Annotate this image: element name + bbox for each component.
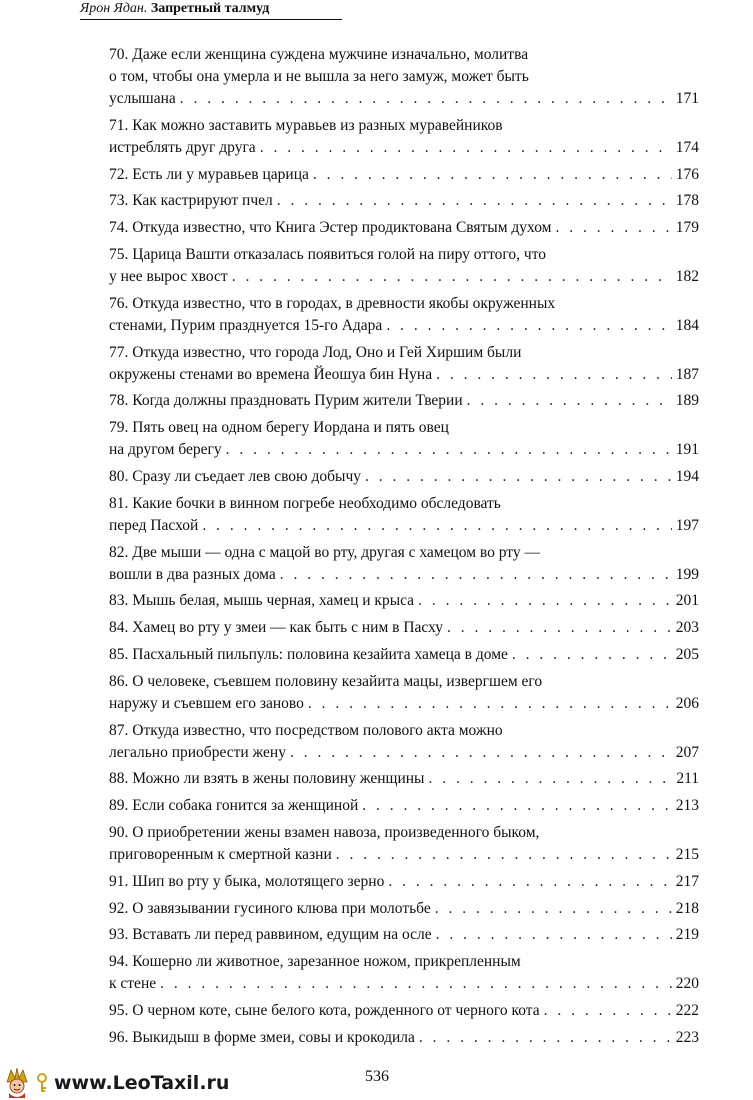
toc-entry[interactable] (109, 115, 699, 159)
toc-entry-line (109, 768, 699, 790)
dot-leader (419, 1027, 672, 1049)
toc-page-number: 174 (675, 138, 699, 156)
toc-entry-line (109, 244, 699, 266)
toc-entry-line (109, 742, 699, 764)
toc-entry-title: 74. Откуда известно, что Книга Эстер продиктована Святым духом (109, 219, 552, 237)
header-title: Запретный талмуд (150, 1, 270, 16)
dot-leader (308, 693, 672, 715)
toc-entry-title: 79. Пять овец на одном берегу Иордана и пять овец (109, 419, 449, 437)
toc-entry[interactable] (109, 898, 699, 920)
toc-page-number: 215 (675, 845, 699, 863)
dot-leader (544, 1000, 672, 1022)
toc-entry[interactable] (109, 822, 699, 866)
toc-entry-line (109, 822, 699, 844)
toc-entry[interactable] (109, 342, 699, 386)
toc-entry[interactable] (109, 1027, 699, 1049)
key-icon (34, 1073, 50, 1093)
toc-entry-title: легально приобрести жену (109, 743, 286, 761)
toc-entry-line (109, 164, 699, 186)
toc-entry[interactable] (109, 1000, 699, 1022)
toc-entry-title: 71. Как можно заставить муравьев из разных муравейников (109, 116, 503, 134)
toc-entry[interactable] (109, 44, 699, 110)
toc-entry-line (109, 266, 699, 288)
toc-entry-title: 82. Две мыши — одна с мацой во рту, другая с хамецом во рту — (109, 543, 541, 561)
toc-entry-title: 96. Выкидыш в форме змеи, совы и крокодила (109, 1028, 415, 1046)
toc-entry-title: 86. О человеке, съевшем половину кезайита мацы, извергшем его (109, 672, 543, 690)
dot-leader (226, 439, 672, 461)
toc-page-number: 171 (675, 90, 699, 107)
toc-page-number: 213 (675, 797, 699, 815)
toc-entry-title: 81. Какие бочки в винном погребе необходимо обследовать (109, 494, 501, 512)
toc-entry-line (109, 44, 699, 66)
toc-entry-line (109, 693, 699, 715)
toc-page-number: 207 (675, 743, 699, 761)
toc-entry[interactable] (109, 417, 699, 461)
running-header (80, 0, 340, 18)
toc-entry-title: 84. Хамец во рту у змеи — как быть с ним в Пасху (109, 619, 443, 637)
toc-entry[interactable] (109, 466, 699, 488)
dot-leader (260, 137, 672, 159)
toc-page-number: 179 (675, 219, 699, 237)
toc-entry-title: 80. Сразу ли съедает лев свою добычу (109, 467, 361, 485)
toc-entry-title: 77. Откуда известно, что города Лод, Оно и Гей Хиршим были (109, 343, 522, 361)
toc-entry-line (109, 671, 699, 693)
toc-entry-title: окружены стенами во времена Йеошуа бин Нуна (109, 365, 433, 383)
table-of-contents (109, 44, 699, 1054)
dot-leader (280, 564, 672, 586)
toc-entry-line (109, 871, 699, 893)
toc-page-number: 211 (676, 770, 699, 788)
dot-leader (512, 644, 672, 666)
toc-page-number: 189 (675, 392, 699, 410)
dot-leader (362, 795, 672, 817)
toc-entry-line (109, 644, 699, 666)
toc-entry-title: наружу и съевшем его заново (109, 694, 304, 712)
toc-page-number: 199 (675, 565, 699, 583)
toc-entry[interactable] (109, 217, 699, 239)
toc-entry-title: перед Пасхой (109, 516, 199, 534)
dot-leader (313, 164, 672, 186)
toc-entry-title: 94. Кошерно ли животное, зарезанное ножом, прикрепленным (109, 953, 521, 971)
toc-page-number: 219 (675, 926, 699, 944)
toc-entry-title: 88. Можно ли взять в жены половину женщины (109, 770, 425, 788)
toc-entry-line (109, 315, 699, 337)
toc-page-number: 191 (675, 441, 699, 459)
dot-leader (160, 973, 672, 995)
toc-entry[interactable] (109, 768, 699, 790)
dot-leader (418, 590, 672, 612)
toc-page-number: 223 (675, 1028, 699, 1046)
toc-entry-title: 76. Откуда известно, что в городах, в древности якобы окруженных (109, 294, 556, 312)
toc-entry-title: приговоренным к смертной казни (109, 845, 332, 863)
toc-entry-title: к стене (109, 975, 157, 993)
toc-entry-line (109, 190, 699, 212)
toc-page-number: 178 (675, 192, 699, 210)
toc-page-number: 176 (675, 165, 699, 183)
toc-entry-title: 87. Откуда известно, что посредством полового акта можно (109, 721, 503, 739)
toc-entry-line (109, 137, 699, 159)
jester-icon (4, 1068, 30, 1098)
toc-entry-title: вошли в два разных дома (109, 565, 276, 583)
toc-entry[interactable] (109, 390, 699, 412)
toc-entry[interactable] (109, 164, 699, 186)
toc-entry-line (109, 542, 699, 564)
dot-leader (290, 742, 672, 764)
toc-entry[interactable] (109, 293, 699, 337)
toc-entry-title: у нее вырос хвост (109, 267, 228, 285)
toc-entry[interactable] (109, 617, 699, 639)
toc-entry-title: на другом берегу (109, 441, 222, 459)
toc-entry-line (109, 364, 699, 386)
toc-entry[interactable] (109, 951, 699, 995)
toc-entry-title: 78. Когда должны праздновать Пурим жители Тверии (109, 392, 463, 410)
header-author: Ярон Ядан. (80, 1, 148, 16)
toc-page-number: 217 (675, 872, 699, 890)
watermark[interactable] (4, 1068, 229, 1098)
toc-entry-line (109, 564, 699, 586)
toc-entry-title: 93. Вставать ли перед раввином, едущим на осле (109, 926, 432, 944)
toc-entry-line (109, 720, 699, 742)
toc-entry[interactable] (109, 720, 699, 764)
toc-entry[interactable] (109, 671, 699, 715)
toc-entry-line (109, 88, 699, 110)
toc-entry-line (109, 417, 699, 439)
toc-entry-line (109, 617, 699, 639)
toc-entry[interactable] (109, 542, 699, 586)
toc-entry-title: 70. Даже если женщина суждена мужчине изначально, молитва (109, 46, 529, 63)
dot-leader (232, 266, 672, 288)
header-rule (80, 19, 342, 20)
toc-entry-line (109, 115, 699, 137)
toc-page-number: 194 (675, 467, 699, 485)
toc-entry-line (109, 795, 699, 817)
dot-leader (428, 768, 672, 790)
toc-entry-line (109, 293, 699, 315)
toc-page-number: 220 (675, 975, 699, 993)
dot-leader (435, 898, 672, 920)
toc-entry-line (109, 493, 699, 515)
dot-leader (277, 190, 672, 212)
page-number: 536 (365, 1068, 389, 1085)
toc-entry-line (109, 951, 699, 973)
dot-leader (447, 617, 672, 639)
dot-leader (388, 871, 671, 893)
toc-entry-line (109, 1000, 699, 1022)
toc-entry-title: 73. Как кастрируют пчел (109, 192, 273, 210)
toc-entry[interactable] (109, 795, 699, 817)
toc-entry-title: о том, чтобы она умерла и не вышла за него замуж, может быть (109, 68, 529, 85)
toc-entry-line (109, 217, 699, 239)
watermark-text: www.LeoTaxil.ru (54, 1072, 230, 1094)
dot-leader (336, 844, 672, 866)
toc-entry-line (109, 515, 699, 537)
toc-entry-title: 90. О приобретении жены взамен навоза, произведенного быком, (109, 823, 540, 841)
dot-leader (467, 390, 672, 412)
toc-entry-title: 72. Есть ли у муравьев царица (109, 165, 309, 183)
toc-entry-line (109, 466, 699, 488)
toc-entry-title: 85. Пасхальный пильпуль: половина кезайита хамеца в доме (109, 645, 508, 663)
toc-entry-title: услышана (109, 90, 176, 107)
toc-entry[interactable] (109, 644, 699, 666)
toc-entry-line (109, 898, 699, 920)
toc-entry-title: 91. Шип во рту у быка, молотящего зерно (109, 872, 385, 890)
toc-entry-line (109, 973, 699, 995)
toc-entry-title: 92. О завязывании гусиного клюва при молотьбе (109, 899, 431, 917)
toc-entry[interactable] (109, 493, 699, 537)
toc-entry-line (109, 924, 699, 946)
dot-leader (365, 466, 672, 488)
toc-entry-line (109, 390, 699, 412)
dot-leader (555, 217, 671, 239)
toc-page-number: 184 (675, 316, 699, 334)
toc-entry-title: 75. Царица Вашти отказалась появиться голой на пиру оттого, что (109, 245, 547, 263)
toc-entry-line (109, 66, 699, 88)
toc-entry-title: истреблять друг друга (109, 138, 256, 156)
toc-entry-title: 83. Мышь белая, мышь черная, хамец и крыса (109, 592, 415, 610)
toc-page-number: 203 (675, 619, 699, 637)
toc-entry-line (109, 1027, 699, 1049)
dot-leader (436, 364, 672, 386)
toc-page-number: 201 (675, 592, 699, 610)
toc-entry[interactable] (109, 924, 699, 946)
toc-page-number: 187 (675, 365, 699, 383)
toc-entry[interactable] (109, 871, 699, 893)
toc-entry-title: 89. Если собака гонится за женщиной (109, 797, 359, 815)
toc-page-number: 205 (675, 645, 699, 663)
toc-page-number: 218 (675, 899, 699, 917)
toc-page-number: 182 (675, 267, 699, 285)
toc-page-number: 206 (675, 694, 699, 712)
toc-entry[interactable] (109, 190, 699, 212)
toc-entry-line (109, 439, 699, 461)
dot-leader (436, 924, 672, 946)
toc-entry-line (109, 844, 699, 866)
toc-entry-line (109, 342, 699, 364)
dot-leader (202, 515, 671, 537)
toc-entry-title: стенами, Пурим празднуется 15-го Адара (109, 316, 383, 334)
toc-page-number: 197 (675, 516, 699, 534)
toc-entry-line (109, 590, 699, 612)
toc-entry-title: 95. О черном коте, сыне белого кота, рожденного от черного кота (109, 1001, 540, 1019)
toc-page-number: 222 (675, 1001, 699, 1019)
dot-leader (180, 88, 672, 110)
dot-leader (386, 315, 671, 337)
toc-entry[interactable] (109, 244, 699, 288)
toc-entry[interactable] (109, 590, 699, 612)
